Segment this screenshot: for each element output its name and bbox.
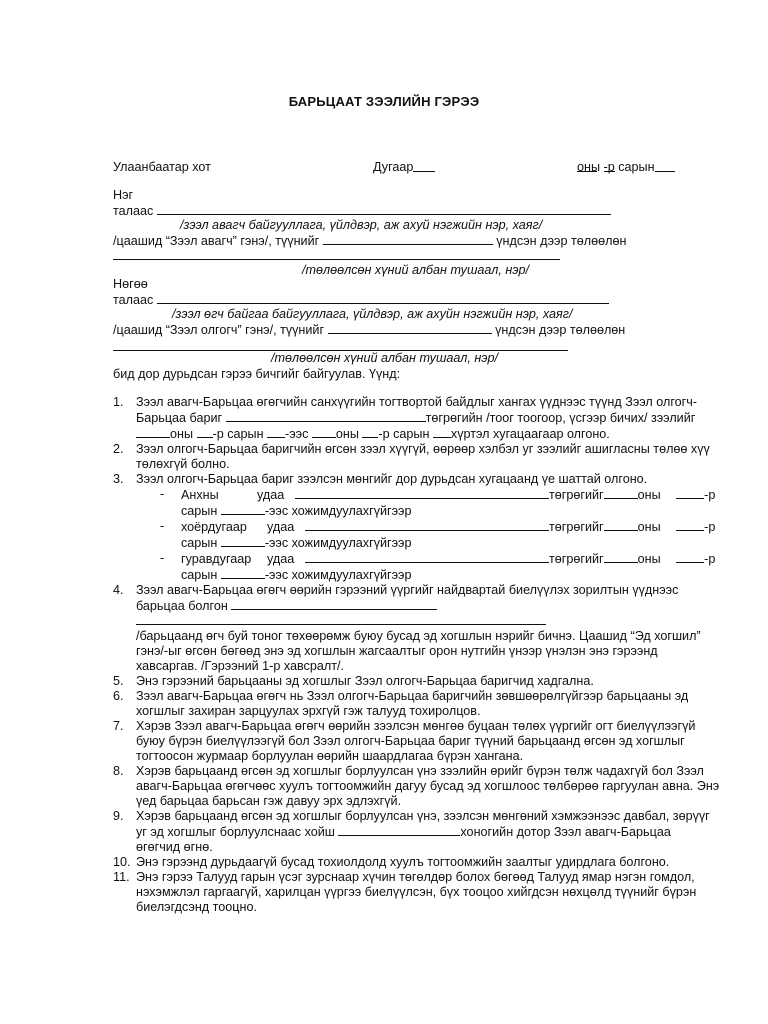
party1-label-2 [113, 203, 611, 219]
clause-9 [113, 809, 721, 855]
clause-8 [113, 764, 721, 809]
stage-3-suffix: -р [704, 552, 716, 566]
party2-text-a: /цаашид “Зээл олгогч” гэнэ/, түүнийг [113, 323, 325, 337]
stage-3-word: удаа [267, 552, 295, 566]
clause-number: 2. [113, 442, 124, 456]
stage-2-tail: -ээс хожимдуулахгүйгээр [264, 536, 412, 550]
clause-number: 3. [113, 472, 124, 486]
stage-2-suffix: -р [704, 520, 716, 534]
contract-clauses [113, 395, 721, 915]
party2-caption-1: /зээл өгч байгаа байгууллага, үйлдвэр, аж ахуйн нэгжийн нэр, хаяг/ [172, 307, 573, 321]
clause-number: 7. [113, 719, 124, 733]
clause-1 [113, 395, 721, 442]
party1-caption-1: /зээл авагч байгууллага, үйлдвэр, аж ахуй нэгжийн нэр, хаяг/ [180, 218, 543, 232]
contract-date [577, 160, 655, 174]
stage-1: - Анхны удаа төгрөгийг оны -р сарын -ээс хожимдуулахгүйгээр [160, 487, 716, 518]
clause-5 [113, 674, 721, 689]
clause-4-line-3: /барьцаанд өгч буй тоног төхөөрөмж буюу бусад эд хогшлын нэрийг бичнэ. Цаашид “Эд хогшил” [136, 629, 701, 643]
party2-label-2 [113, 292, 609, 308]
party1-signature-line [113, 259, 560, 260]
stage-2-word: удаа [267, 520, 295, 534]
clause-7 [113, 719, 721, 764]
clause-number: 1. [113, 395, 124, 409]
stage-1-word: удаа [257, 488, 285, 502]
clause-2-line-2: төлөхгүй болно. [136, 457, 230, 471]
clause-6-line-1: Зээл авагч-Барьцаа өгөгч нь Зээл олгогч-Барьцаа баригчийн зөвшөөрөлгүйгээр барьцааны эд [136, 689, 689, 703]
clause-7-line-2: буюу бүрэн биелүүлээгүй бол Зээл олгогч-Барьцаа бариг түүний барьцаанд өгсөн эд хогшлыг [136, 734, 685, 748]
date-month-label: -р сарын [603, 160, 655, 174]
clause-1-year-2: оны [335, 427, 359, 441]
clause-number: 6. [113, 689, 124, 703]
clause-number: 8. [113, 764, 124, 778]
clause-1-text-a: Барьцаа бариг [136, 411, 223, 425]
document-title: БАРЬЦААТ ЗЭЭЛИЙН ГЭРЭЭ [288, 94, 480, 109]
clause-11-line-3: биелэгдсэнд тооцно. [136, 900, 257, 914]
stage-2-year: оны [637, 520, 661, 534]
clause-1-month-1: -р сарын [212, 427, 264, 441]
clause-number: 5. [113, 674, 124, 688]
clause-1-line-1: Зээл авагч-Барьцаа өгөгчийн санхүүгийн тогтвортой байдлыг хангах үүднээс түүнд Зээл олгогч- [136, 395, 697, 409]
clause-4 [113, 583, 721, 674]
clause-3-line-1: Зээл олгогч-Барьцаа бариг зээлсэн мөнгийг дор дурьдсан хугацаанд үе шаттай олгоно. [136, 472, 648, 486]
party2-talaas: талаас [113, 293, 154, 307]
clause-7-line-1: Хэрэв Зээл авагч-Барьцаа өгөгч өөрийн зээлсэн мөнгөө буцаан төлөх үүргийг огт биелүүлээгүй [136, 719, 696, 733]
stage-3-currency: төгрөгийг [549, 552, 604, 566]
clause-number: 10. [113, 855, 131, 869]
clause-8-line-3: үед барьцаа барьсан гэж давуу эрх эдлэхгүй. [136, 794, 402, 808]
party2-representative-line [113, 322, 625, 338]
stage-1-year: оны [637, 488, 661, 502]
clause-10-line-1: Энэ гэрээнд дурьдаагүй бусад тохиолдолд хуулъ тогтоомжийн заалтыг удирдлага болгоно. [136, 855, 670, 869]
clause-9-text-b: хоногийн дотор Зээл авагч-Барьцаа [460, 825, 671, 839]
clause-1-line-3 [136, 426, 721, 442]
clause-2-line-1: Зээл олгогч-Барьцаа баригчийн өгсөн зээл хүүгүй, өөрөөр хэлбэл уг зээлийг ашигласны төлөө хүү [136, 442, 710, 456]
stage-3-label: гуравдугаар [181, 552, 252, 566]
clause-11 [113, 870, 721, 915]
clause-7-line-3: тогтоосон журмаар борлуулан өөрийн шаардлагаа бүрэн хангана. [136, 749, 524, 763]
clause-number: 4. [113, 583, 124, 597]
stage-1-label: Анхны [181, 488, 219, 502]
stage-3: - гуравдугаар удаа төгрөгийг оны -р сарын -ээс хожимдуулахгүйгээр [160, 551, 716, 582]
clause-number: 9. [113, 809, 124, 823]
clause-8-line-2: авагч-Барьцаа өгөгчөөс хуулъ тогтоомжийн дагуу бусад эд хогшлоос төлбөрөө гаргуулан авна. Энэ [136, 779, 720, 793]
stage-1-month: сарын [181, 504, 218, 518]
clause-4-line-2 [136, 598, 721, 614]
party1-text-b: үндсэн дээр төлөөлөн [496, 234, 627, 248]
contract-number [373, 160, 413, 174]
clause-1-line-2 [136, 410, 721, 426]
clause-4-line-4: гэнэ/-ыг өгсөн бөгөөд энэ эд хогшлын жагсаалтыг орон нутгийн үнээр үнэлэн энэ гэрээнд [136, 644, 658, 658]
stage-3-year: оны [637, 552, 661, 566]
party2-text-b: үндсэн дээр төлөөлөн [495, 323, 626, 337]
stage-2: - хоёрдугаар удаа төгрөгийг оны -р сарын -ээс хожимдуулахгүйгээр [160, 519, 716, 550]
clause-1-month-2: -р сарын [378, 427, 430, 441]
date-year-label: оны [577, 160, 601, 174]
clause-4-text: барьцаа болгон [136, 599, 228, 613]
clause-2 [113, 442, 721, 472]
clause-5-line-1: Энэ гэрээний барьцааны эд хогшлыг Зээл олгогч-Барьцаа баригчид хадгална. [136, 674, 594, 688]
clause-3 [113, 472, 721, 583]
clause-10 [113, 855, 721, 870]
city-label: Улаанбаатар хот [113, 160, 211, 174]
party1-text-a: /цаашид “Зээл авагч” гэнэ/, түүнийг [113, 234, 320, 248]
party2-caption-2: /төлөөлсөн хүний албан тушаал, нэр/ [271, 351, 499, 365]
clause-4-line-1: Зээл авагч-Барьцаа өгөгч өөрийн гэрээний үүргийг найдвартай биелүүлэх зорилтын үүднээс [136, 583, 679, 597]
clause-11-line-2: нэхэмжлэл гаргаагүй, харилцан үүргээ биелүүлсэн, бүх тооцоо хийгдсэн нөхцөлд түүнийг бүрэн [136, 885, 697, 899]
stage-2-month: сарын [181, 536, 218, 550]
clause-1-until: хүртэл хугацаагаар олгоно. [450, 427, 610, 441]
clause-11-line-1: Энэ гэрээ Талууд гарын үсэг зурснаар хүчин төгөлдөр болох бөгөөд Талууд ямар нэгэн гомдол, [136, 870, 695, 884]
party1-caption-2: /төлөөлсөн хүний албан тушаал, нэр/ [302, 263, 530, 277]
clause-1-year-1: оны [170, 427, 194, 441]
stage-1-tail: -ээс хожимдуулахгүйгээр [264, 504, 412, 518]
stage-3-tail: -ээс хожимдуулахгүйгээр [264, 568, 412, 582]
clause-9-line-1: Хэрэв барьцаанд өгсөн эд хогшлыг борлуулсан үнэ, зээлсэн мөнгөний хэмжээнээс давбал, зөрүүг [136, 809, 710, 823]
party2-label-1: Нөгөө [113, 277, 148, 291]
intro-text: бид дор дурьдсан гэрээ бичгийг байгуулав. Үүнд: [113, 367, 401, 381]
clause-4-line-5: хавсаргав. /Гэрээний 1-р хавсралт/. [136, 659, 344, 673]
number-label: Дугаар [373, 160, 414, 174]
party1-label-1: Нэг [113, 188, 134, 202]
clause-number: 11. [113, 870, 130, 884]
header-row [113, 160, 713, 176]
clause-6 [113, 689, 721, 719]
clause-1-text-b: төгрөгийн /тоог тоогоор, үсгээр бичих/ зээлийг [425, 411, 696, 425]
clause-6-line-2: хогшлыг захиран зарцуулах эрхгүй гэж талууд тохиролцов. [136, 704, 481, 718]
party1-representative-line [113, 233, 626, 249]
clause-9-line-3: өгөгчид өгнө. [136, 840, 213, 854]
clause-9-line-2 [136, 824, 721, 840]
clause-1-from: -ээс [285, 427, 309, 441]
stage-1-suffix: -р [704, 488, 716, 502]
stage-2-currency: төгрөгийг [549, 520, 604, 534]
stage-3-month: сарын [181, 568, 218, 582]
clause-4-blank-line [136, 614, 721, 629]
clause-8-line-1: Хэрэв барьцаанд өгсөн эд хогшлыг борлуулсан үнэ зээлийн өрийг бүрэн төлж чадахгүй бол Зээл [136, 764, 704, 778]
stage-1-currency: төгрөгийг [549, 488, 604, 502]
party1-talaas: талаас [113, 204, 154, 218]
clause-9-text-a: уг эд хогшлыг борлуулснаас хойш [136, 825, 335, 839]
stage-2-label: хоёрдугаар [181, 520, 247, 534]
